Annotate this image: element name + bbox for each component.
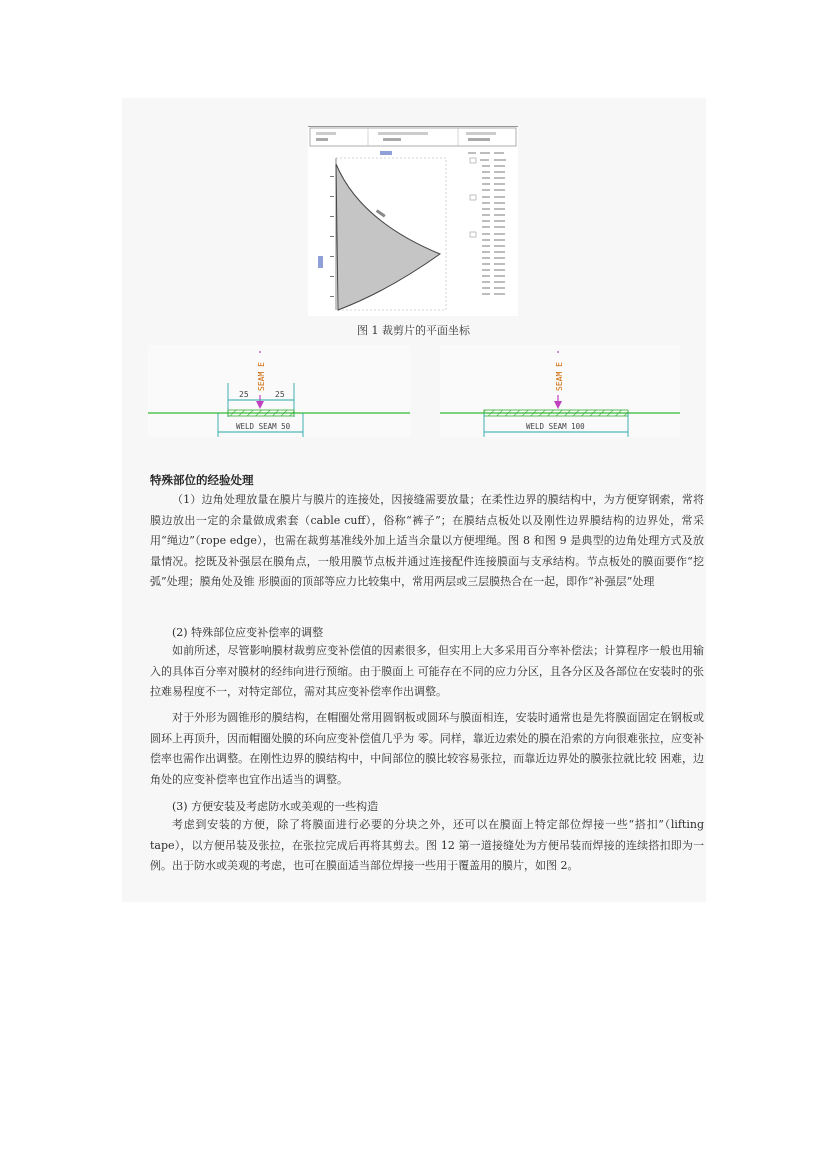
figure-weld-seam-50 <box>148 345 410 437</box>
seam-label-left: SEAM E <box>257 362 266 391</box>
seam-label-right: SEAM E <box>555 362 564 391</box>
figure1-caption: 图 1 裁剪片的平面坐标 <box>357 324 470 337</box>
paragraph-cone-structure: 对于外形为圆锥形的膜结构，在帽圈处常用圆钢板或圆环与膜面相连，安装时通常也是先将膜面固定在钢板或圆环上再顶升，因而帽圈处膜的环向应变补偿值几乎为 零。同样，靠近边索处的膜在沿索的方向很难张拉，应变补偿率也需作出调整。在刚性边界的膜结构中，中间部位的膜比较容易张拉，而靠近边界处的膜张拉就比较 困难，边角处的应变补偿率也宜作出适当的调整。 <box>150 711 704 786</box>
figure-cutting-pattern <box>308 126 518 316</box>
section-heading: 特殊部位的经验处理 <box>150 473 254 487</box>
weld-label-left: WELD SEAM 50 <box>236 422 291 431</box>
subheading-installation: (3) 方便安装及考虑防水或美观的一些构造 <box>172 800 379 813</box>
figure-weld-seam-100 <box>440 345 680 437</box>
dim-left: 25 <box>239 390 249 399</box>
paragraph-corner-treatment: （1）边角处理放量在膜片与膜片的连接处，因接缝需要放量；在柔性边界的膜结构中，为方便穿钢索，常将膜边放出一定的余量做成索套（cable cuff），俗称“裤子”；在膜结点板处以及刚性边界膜结构的边界处，常采用“绳边”（rope edge），也需在裁剪基准线外加上适当余量以方便埋绳。图 8 和图 9 是典型的边角处理方式及放量情况。挖既及补强层在膜角点，一般用膜节点板并通过连接配件连接膜面与支承结构。节点板处的膜面要作“挖弧”处理；膜角处及锥 形膜面的顶部等应力比较集中，常用两层或三层膜热合在一起，即作“补强层”处理 <box>150 493 704 588</box>
paragraph-strain-compensation: 如前所述，尽管影响膜材裁剪应变补偿值的因素很多，但实用上大多采用百分率补偿法；计算程序一般也用输入的具体百分率对膜材的经纬向进行预缩。由于膜面上 可能存在不同的应力分区，且各分区及各部位在安装时的张拉难易程度不一，对特定部位，需对其应变补偿率作出调整。 <box>150 644 704 698</box>
dim-right: 25 <box>275 390 285 399</box>
weld-label-right: WELD SEAM 100 <box>526 422 585 431</box>
subheading-strain-compensation: (2) 特殊部位应变补偿率的调整 <box>172 626 324 639</box>
paragraph-installation: 考虑到安装的方便，除了将膜面进行必要的分块之外，还可以在膜面上特定部位焊接一些“搭扣”（lifting tape），以方便吊装及张拉，在张拉完成后再将其剪去。图 12 第一道接缝处为方便吊装而焊接的连续搭扣即为一例。出于防水或美观的考虑，也可在膜面适当部位焊接一些用于覆盖用的膜片，如图 2。 <box>150 818 704 872</box>
